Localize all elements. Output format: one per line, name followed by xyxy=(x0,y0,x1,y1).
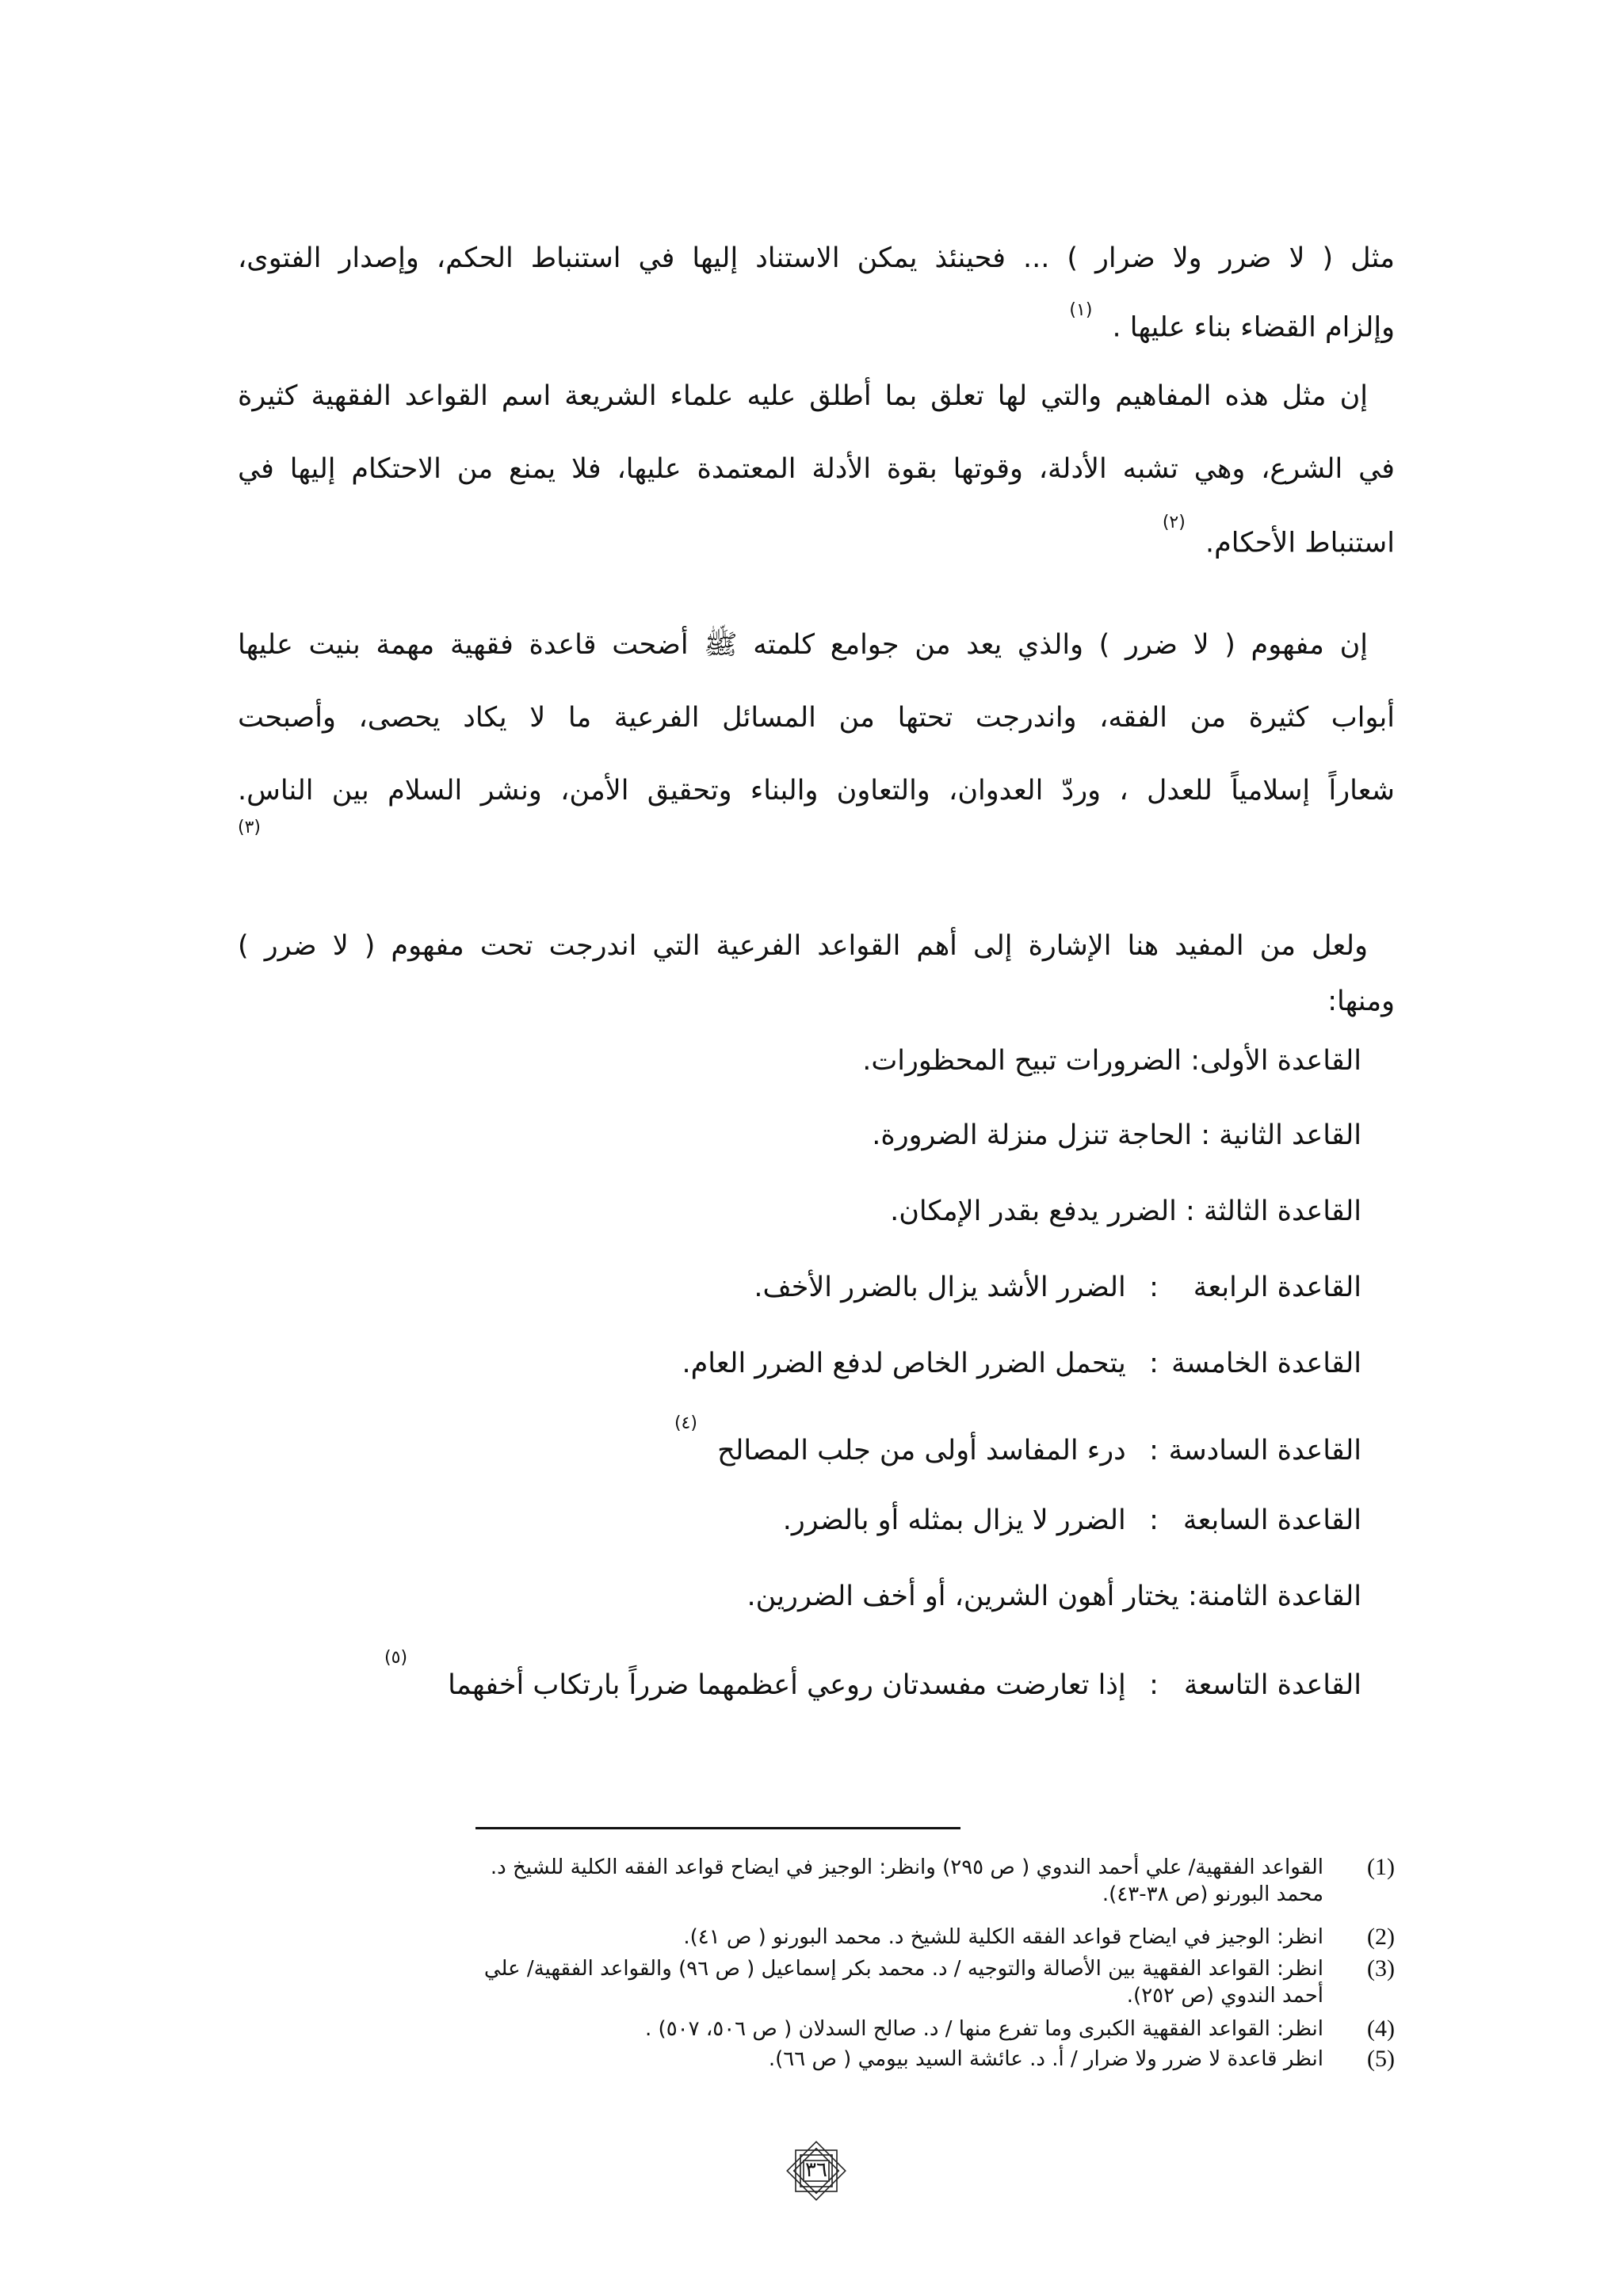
footnote-separator xyxy=(475,1827,960,1829)
footnote-1 xyxy=(238,1854,1395,1908)
footnote-4 xyxy=(238,2016,1395,2042)
paragraph-2-line-1: إن مثل هذه المفاهيم والتي لها تعلق بما أطلق عليه علماء الشريعة اسم القواعد الفقهية كثيرة xyxy=(238,380,1368,412)
rule-1 xyxy=(862,1033,1361,1089)
footnote-4-number: (4) xyxy=(1367,2016,1395,2042)
footnote-5-number: (5) xyxy=(1367,2046,1395,2072)
rule-6-separator: : xyxy=(1149,1434,1159,1466)
rule-3 xyxy=(890,1184,1361,1239)
rule-9-name: القاعدة التاسعة xyxy=(1183,1669,1361,1701)
footnote-3-number: (3) xyxy=(1367,1955,1395,1981)
page-number xyxy=(785,2139,848,2203)
paragraph-2-line-3-text: استنباط الأحكام. xyxy=(1205,527,1395,559)
rule-7-text: الضرر لا يزال بمثله أو بالضرر. xyxy=(782,1505,1126,1536)
rule-6-text: درء المفاسد أولى من جلب المصالح xyxy=(717,1434,1126,1466)
paragraph-2 xyxy=(238,360,1395,580)
rule-4-name: القاعدة الرابعة xyxy=(1193,1272,1361,1303)
rule-7-name: القاعدة السابعة xyxy=(1182,1505,1361,1536)
footnote-1-number: (1) xyxy=(1367,1854,1395,1880)
rule-3-name: القاعدة الثالثة : xyxy=(1186,1196,1361,1227)
rule-8-name: القاعدة الثامنة: xyxy=(1188,1581,1361,1612)
paragraph-3-line-2: أبواب كثيرة من الفقه، واندرجت تحتها من المسائل الفرعية ما لا يكاد يحصى، وأصبحت xyxy=(238,702,1395,734)
rule-4-separator: : xyxy=(1149,1272,1159,1303)
rule-5-name: القاعدة الخامسة xyxy=(1171,1348,1361,1379)
footnote-1-line-2: محمد البورنو (ص ٣٨-٤٣). xyxy=(1102,1882,1323,1906)
rule-2-text: الحاجة تنزل منزلة الضرورة. xyxy=(872,1119,1193,1151)
footnote-mark-2: (٢) xyxy=(1162,513,1186,532)
rule-8-text: يختار أهون الشرين، أو أخف الضررين. xyxy=(747,1581,1179,1612)
rule-5 xyxy=(682,1336,1361,1391)
rule-2 xyxy=(872,1108,1361,1163)
paragraph-4-line-2: ومنها: xyxy=(1327,986,1395,1017)
footnote-2 xyxy=(238,1924,1395,1951)
footnote-2-number: (2) xyxy=(1367,1924,1395,1950)
rule-7 xyxy=(783,1493,1361,1548)
paragraph-4-line-1: ولعل من المفيد هنا الإشارة إلى أهم القواعد الفرعية التي اندرجت تحت مفهوم ( لا ضرر ) xyxy=(238,930,1368,962)
rule-1-text: الضرورات تبيح المحظورات. xyxy=(862,1045,1182,1077)
paragraph-1-line-2 xyxy=(1069,285,1395,364)
footnote-mark-5: (٥) xyxy=(384,1648,408,1668)
paragraph-1 xyxy=(238,222,1395,344)
rule-5-text: يتحمل الضرر الخاص لدفع الضرر العام. xyxy=(682,1348,1126,1379)
rule-8 xyxy=(747,1569,1361,1624)
rule-4-text: الضرر الأشد يزال بالضرر الأخف. xyxy=(754,1272,1126,1303)
rule-6-name: القاعدة السادسة xyxy=(1168,1434,1361,1466)
footnote-1-line-1: القواعد الفقهية/ علي أحمد الندوي ( ص ٢٩٥) وانظر: الوجيز في ايضاح قواعد الفقه الكلية للشيخ د. xyxy=(490,1855,1323,1879)
rule-5-separator: : xyxy=(1149,1348,1159,1379)
footnote-3 xyxy=(238,1955,1395,2009)
footnote-2-line-1: انظر: الوجيز في ايضاح قواعد الفقه الكلية للشيخ د. محمد البورنو ( ص ٤١). xyxy=(683,1925,1323,1949)
footnote-mark-3: (٣) xyxy=(238,818,262,837)
paragraph-4 xyxy=(238,911,1395,1036)
footnote-4-line-1: انظر: القواعد الفقهية الكبرى وما تفرع منها / د. صالح السدلان ( ص ٥٠٦، ٥٠٧) . xyxy=(645,2017,1323,2041)
footnote-mark-1: (١) xyxy=(1069,300,1093,320)
rule-7-separator: : xyxy=(1149,1505,1159,1536)
paragraph-2-line-3 xyxy=(238,501,1395,580)
paragraph-1-line-1: مثل ( لا ضرر ولا ضرار ) ... فحينئذ يمكن الاستناد إليها في استنباط الحكم، وإصدار الفتوى، xyxy=(238,242,1395,274)
footnote-3-line-1: انظر: القواعد الفقهية بين الأصالة والتوجيه / د. محمد بكر إسماعيل ( ص ٩٦) والقواعد الفقهية/ علي xyxy=(483,1957,1323,1981)
rule-2-name: القاعد الثانية : xyxy=(1201,1119,1361,1151)
paragraph-3 xyxy=(238,608,1395,837)
page-number-text: ٣٦ xyxy=(805,2158,827,2182)
rule-3-text: الضرر يدفع بقدر الإمكان. xyxy=(890,1196,1177,1227)
rule-1-name: القاعدة الأولى: xyxy=(1190,1045,1361,1077)
paragraph-1-line-2-text: وإلزام القضاء بناء عليها . xyxy=(1112,311,1395,344)
footnote-5 xyxy=(238,2046,1395,2073)
rule-9-separator: : xyxy=(1149,1669,1159,1701)
paragraph-3-line-3: شعاراً إسلامياً للعدل ، وردّ العدوان، والتعاون والبناء وتحقيق الأمن، ونشر السلام بين الناس. xyxy=(238,775,1395,807)
rule-4 xyxy=(754,1260,1361,1315)
rule-6 xyxy=(674,1413,1361,1472)
paragraph-2-line-2: في الشرع، وهي تشبه الأدلة، وقوتها بقوة الأدلة المعتمدة عليها، فلا يمنع من الاحتكام إليها في xyxy=(238,453,1395,485)
rule-9-text: إذا تعارضت مفسدتان روعي أعظمهما ضرراً بارتكاب أخفهما xyxy=(448,1669,1126,1701)
footnote-5-line-1: انظر قاعدة لا ضرر ولا ضرار / أ. د. عائشة السيد بيومي ( ص ٦٦). xyxy=(768,2047,1323,2071)
paragraph-3-line-1: إن مفهوم ( لا ضرر ) والذي يعد من جوامع كلمته ﷺ أضحت قاعدة فقهية مهمة بنيت عليها xyxy=(238,629,1368,661)
footnote-mark-4: (٤) xyxy=(674,1413,697,1433)
rule-9 xyxy=(384,1648,1361,1707)
footnote-3-line-2: أحمد الندوي (ص ٢٥٢). xyxy=(1126,1984,1323,2008)
